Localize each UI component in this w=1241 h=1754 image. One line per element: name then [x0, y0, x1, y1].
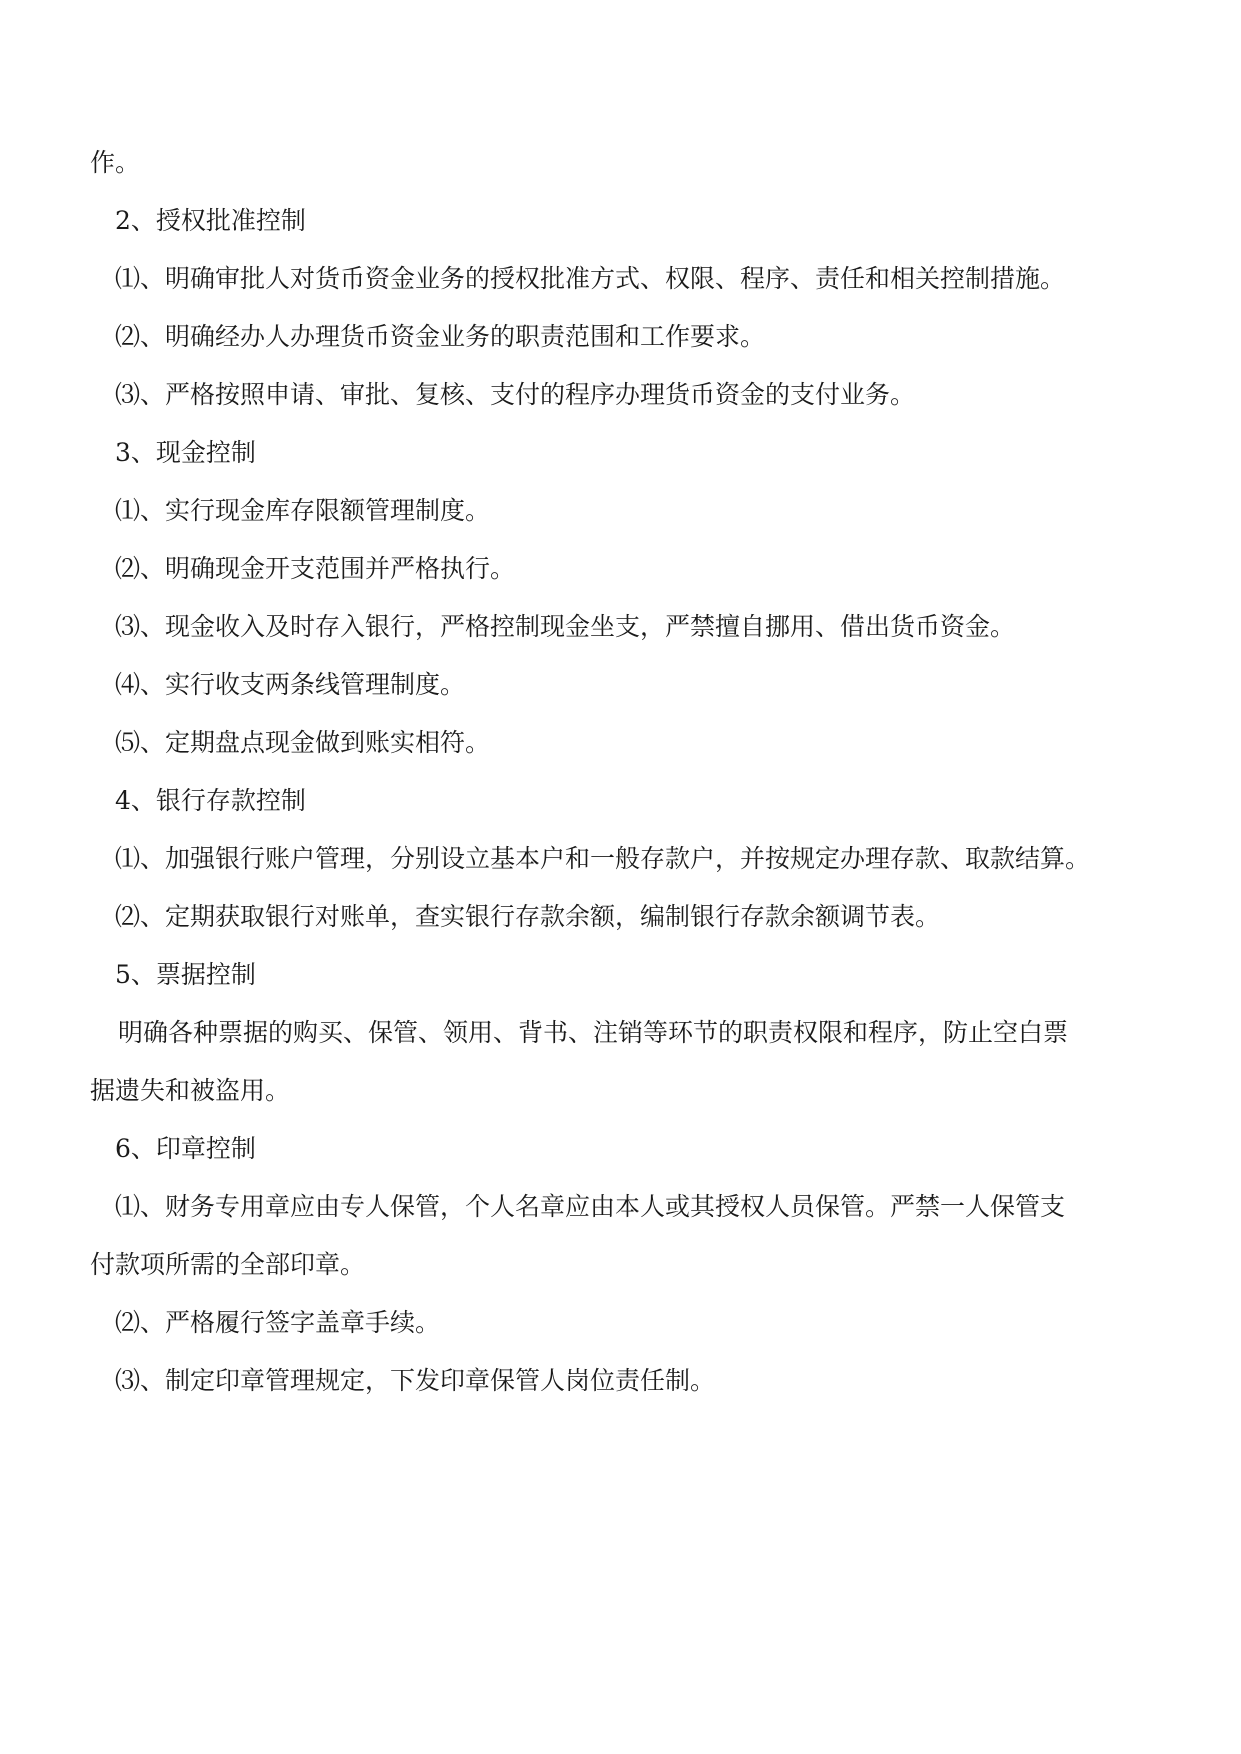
section-heading: 2、授权批准控制: [115, 206, 306, 235]
section-heading: 6、印章控制: [115, 1134, 256, 1163]
list-item: ⑴、明确审批人对货币资金业务的授权批准方式、权限、程序、责任和相关控制措施。: [115, 264, 1066, 293]
section-heading: 3、现金控制: [115, 438, 256, 467]
list-item: ⑵、定期获取银行对账单，查实银行存款余额，编制银行存款余额调节表。: [115, 902, 941, 931]
list-item: ⑴、加强银行账户管理，分别设立基本户和一般存款户，并按规定办理存款、取款结算。: [115, 844, 1091, 873]
list-item: ⑶、严格按照申请、审批、复核、支付的程序办理货币资金的支付业务。: [115, 380, 916, 409]
list-item: ⑵、严格履行签字盖章手续。: [115, 1308, 441, 1337]
list-item: ⑷、实行收支两条线管理制度。: [115, 670, 466, 699]
text-line: 作。: [90, 148, 141, 177]
section-heading: 4、银行存款控制: [115, 786, 306, 815]
section-heading: 5、票据控制: [115, 960, 256, 989]
list-item: ⑴、实行现金库存限额管理制度。: [115, 496, 491, 525]
paragraph-line: 据遗失和被盗用。: [90, 1076, 291, 1105]
list-item: ⑶、现金收入及时存入银行，严格控制现金坐支，严禁擅自挪用、借出货币资金。: [115, 612, 1016, 641]
paragraph-line: 明确各种票据的购买、保管、领用、背书、注销等环节的职责权限和程序，防止空白票: [118, 1018, 1069, 1047]
list-item: ⑵、明确经办人办理货币资金业务的职责范围和工作要求。: [115, 322, 766, 351]
list-item: ⑵、明确现金开支范围并严格执行。: [115, 554, 516, 583]
list-item: ⑶、制定印章管理规定，下发印章保管人岗位责任制。: [115, 1366, 716, 1395]
list-item: ⑴、财务专用章应由专人保管，个人名章应由本人或其授权人员保管。严禁一人保管支: [115, 1192, 1066, 1221]
list-item-continuation: 付款项所需的全部印章。: [90, 1250, 366, 1279]
list-item: ⑸、定期盘点现金做到账实相符。: [115, 728, 491, 757]
